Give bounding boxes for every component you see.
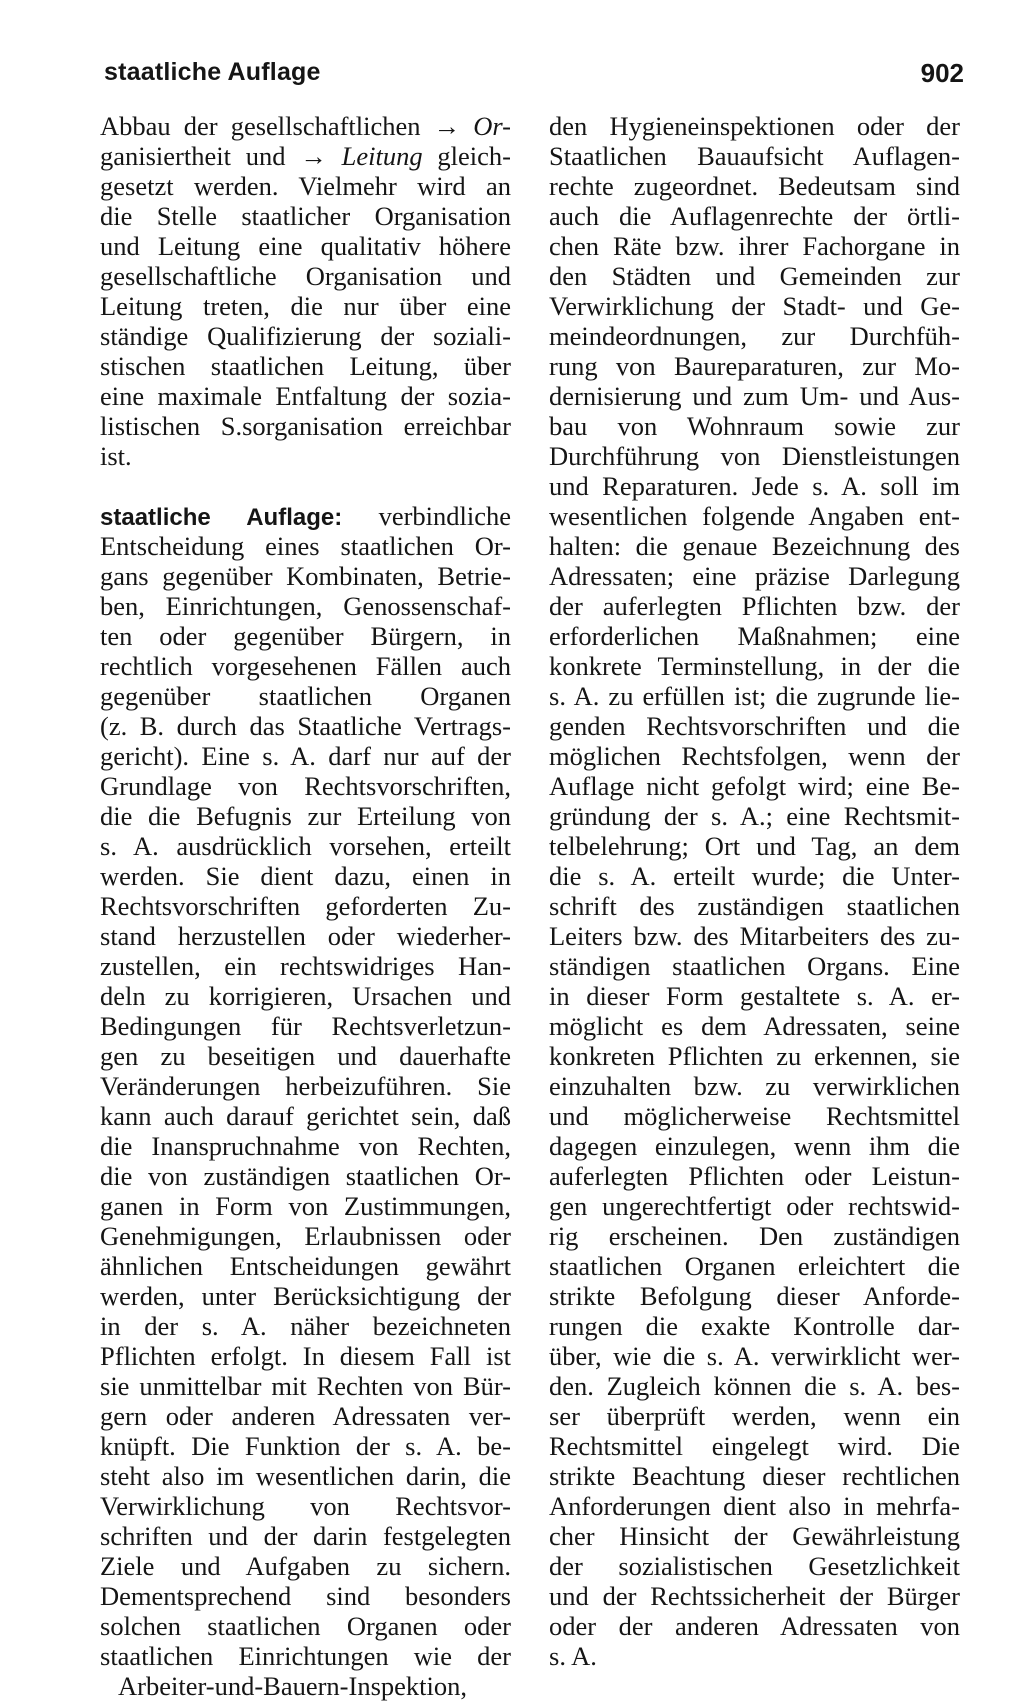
text-line: stand herzustellen oder wiederher-	[100, 921, 511, 951]
text-line: gericht). Eine s. A. darf nur auf der	[100, 741, 511, 771]
text-line: rechte zugeordnet. Bedeutsam sind	[549, 171, 960, 201]
text-line: die Inanspruchnahme von Rechten,	[100, 1131, 511, 1161]
text-line: Staatlichen Bauaufsicht Auflagen-	[549, 141, 960, 171]
text-line: eine maximale Entfaltung der sozia-	[100, 381, 511, 411]
text-line: gegenüber staatlichen Organen	[100, 681, 511, 711]
text-line: möglichen Rechtsfolgen, wenn der	[549, 741, 960, 771]
text-line: Adressaten; eine präzise Darlegung	[549, 561, 960, 591]
text-line: erforderlichen Maßnahmen; eine	[549, 621, 960, 651]
text-line: möglicht es dem Adressaten, seine	[549, 1011, 960, 1041]
text-line: Bedingungen für Rechtsverletzun-	[100, 1011, 511, 1041]
text-line: der auferlegten Pflichten bzw. der	[549, 591, 960, 621]
text-line: rechtlich vorgesehenen Fällen auch	[100, 651, 511, 681]
text-line: auch die Auflagenrechte der örtli-	[549, 201, 960, 231]
text-line: gans gegenüber Kombinaten, Betrie-	[100, 561, 511, 591]
text-line: steht also im wesentlichen darin, die	[100, 1461, 511, 1491]
paragraph-gap	[100, 471, 511, 501]
text-line: ganisiertheit und → Leitung gleich-	[100, 141, 511, 171]
text-line: bau von Wohnraum sowie zur	[549, 411, 960, 441]
text-line: konkreten Pflichten zu erkennen, sie	[549, 1041, 960, 1071]
text-line: gen ungerechtfertigt oder rechtswid-	[549, 1191, 960, 1221]
text-line: auferlegten Pflichten oder Leistun-	[549, 1161, 960, 1191]
text-line: ben, Einrichtungen, Genossenschaf-	[100, 591, 511, 621]
text-line: (z. B. durch das Staatliche Vertrags-	[100, 711, 511, 741]
text-line: Entscheidung eines staatlichen Or-	[100, 531, 511, 561]
text-line: knüpft. Die Funktion der s. A. be-	[100, 1431, 511, 1461]
text-line: Leitung treten, die nur über eine	[100, 291, 511, 321]
text-line: ständigen staatlichen Organs. Eine	[549, 951, 960, 981]
text-line: den. Zugleich können die s. A. bes-	[549, 1371, 960, 1401]
text-line: Auflage nicht gefolgt wird; eine Be-	[549, 771, 960, 801]
text-line: gern oder anderen Adressaten ver-	[100, 1401, 511, 1431]
text-line: rung von Baureparaturen, zur Mo-	[549, 351, 960, 381]
text-line: ähnlichen Entscheidungen gewährt	[100, 1251, 511, 1281]
text-line: rungen die exakte Kontrolle dar-	[549, 1311, 960, 1341]
text-line: cher Hinsicht der Gewährleistung	[549, 1521, 960, 1551]
text-line: s. A. zu erfüllen ist; die zugrunde lie-	[549, 681, 960, 711]
text-line: Pflichten erfolgt. In diesem Fall ist	[100, 1341, 511, 1371]
text-line: ständige Qualifizierung der soziali-	[100, 321, 511, 351]
text-line: wesentlichen folgende Angaben ent-	[549, 501, 960, 531]
text-line: staatlichen Einrichtungen wie der	[100, 1641, 511, 1671]
text-line: Abbau der gesellschaftlichen → Or-	[100, 111, 511, 141]
text-line: werden. Sie dient dazu, einen in	[100, 861, 511, 891]
left-column	[100, 111, 511, 1701]
text-line: Ziele und Aufgaben zu sichern.	[100, 1551, 511, 1581]
text-line: schriften und der darin festgelegten	[100, 1521, 511, 1551]
continued-paragraph	[100, 111, 511, 471]
entry-headword: staatliche Auflage:	[100, 504, 343, 531]
text-line: gesetzt werden. Vielmehr wird an	[100, 171, 511, 201]
text-line: Leiters bzw. des Mitarbeiters des zu-	[549, 921, 960, 951]
text-line: den Städten und Gemeinden zur	[549, 261, 960, 291]
text-line: Verwirklichung von Rechtsvor-	[100, 1491, 511, 1521]
text-line: gesellschaftliche Organisation und	[100, 261, 511, 291]
text-line: strikte Beachtung dieser rechtlichen	[549, 1461, 960, 1491]
text-line: ser überprüft werden, wenn ein	[549, 1401, 960, 1431]
text-line: Rechtsmittel eingelegt wird. Die	[549, 1431, 960, 1461]
text-line: Anforderungen dient also in mehrfa-	[549, 1491, 960, 1521]
text-line: in der s. A. näher bezeichneten	[100, 1311, 511, 1341]
text-line: konkrete Terminstellung, in der die	[549, 651, 960, 681]
text-line: gründung der s. A.; eine Rechtsmit-	[549, 801, 960, 831]
text-line: stischen staatlichen Leitung, über	[100, 351, 511, 381]
text-line: Grundlage von Rechtsvorschriften,	[100, 771, 511, 801]
text-line: Dementsprechend sind besonders	[100, 1581, 511, 1611]
text-line: Arbeiter-und-Bauern-Inspektion,	[118, 1671, 468, 1701]
text-line: Durchführung von Dienstleistungen	[549, 441, 960, 471]
text-line: die Stelle staatlicher Organisation	[100, 201, 511, 231]
text-line: und Leitung eine qualitativ höhere	[100, 231, 511, 261]
text-line: telbelehrung; Ort und Tag, an dem	[549, 831, 960, 861]
text-line: und der Rechtssicherheit der Bürger	[549, 1581, 960, 1611]
text-line: dernisierung und zum Um- und Aus-	[549, 381, 960, 411]
page-number: 902	[920, 58, 964, 88]
text-line: ist.	[100, 441, 132, 471]
text-line: werden, unter Berücksichtigung der	[100, 1281, 511, 1311]
text-line: in dieser Form gestaltete s. A. er-	[549, 981, 960, 1011]
text-line: die die Befugnis zur Erteilung von	[100, 801, 511, 831]
text-line: und möglicherweise Rechtsmittel	[549, 1101, 960, 1131]
text-line: und Reparaturen. Jede s. A. soll im	[549, 471, 960, 501]
text-line: oder der anderen Adressaten von	[549, 1611, 960, 1641]
text-line: halten: die genaue Bezeichnung des	[549, 531, 960, 561]
dictionary-entry	[100, 501, 511, 1701]
text-line: Genehmigungen, Erlaubnissen oder	[100, 1221, 511, 1251]
text-line: rig erscheinen. Den zuständigen	[549, 1221, 960, 1251]
text-line: Verwirklichung der Stadt- und Ge-	[549, 291, 960, 321]
entry-first-line	[100, 501, 511, 531]
text-line: strikte Befolgung dieser Anforde-	[549, 1281, 960, 1311]
text-line: ten oder gegenüber Bürgern, in	[100, 621, 511, 651]
text-line: genden Rechtsvorschriften und die	[549, 711, 960, 741]
text-line: einzuhalten bzw. zu verwirklichen	[549, 1071, 960, 1101]
text-line: dagegen einzulegen, wenn ihm die	[549, 1131, 960, 1161]
text-line: die von zuständigen staatlichen Or-	[100, 1161, 511, 1191]
text-line: chen Räte bzw. ihrer Fachorgane in	[549, 231, 960, 261]
running-head: staatliche Auflage	[104, 58, 321, 86]
text-line: meindeordnungen, zur Durchfüh-	[549, 321, 960, 351]
text-line: schrift des zuständigen staatlichen	[549, 891, 960, 921]
text-line: die s. A. erteilt wurde; die Unter-	[549, 861, 960, 891]
text-line: s. A. ausdrücklich vorsehen, erteilt	[100, 831, 511, 861]
text-line: über, wie die s. A. verwirklicht wer-	[549, 1341, 960, 1371]
entry-first-line-text: verbindliche	[378, 501, 512, 531]
text-line: deln zu korrigieren, Ursachen und	[100, 981, 511, 1011]
text-line: ganen in Form von Zustimmungen,	[100, 1191, 511, 1221]
text-line: staatlichen Organen erleichtert die	[549, 1251, 960, 1281]
text-line: der sozialistischen Gesetzlichkeit	[549, 1551, 960, 1581]
text-line: zustellen, ein rechtswidriges Han-	[100, 951, 511, 981]
text-line: solchen staatlichen Organen oder	[100, 1611, 511, 1641]
text-line: Veränderungen herbeizuführen. Sie	[100, 1071, 511, 1101]
text-line: gen zu beseitigen und dauerhafte	[100, 1041, 511, 1071]
text-line: Rechtsvorschriften geforderten Zu-	[100, 891, 511, 921]
text-line: listischen S.sorganisation erreichbar	[100, 411, 511, 441]
text-line: kann auch darauf gerichtet sein, daß	[100, 1101, 511, 1131]
text-line: den Hygieneinspektionen oder der	[549, 111, 960, 141]
text-line: s. A.	[549, 1641, 597, 1671]
right-column	[549, 111, 960, 1671]
text-line: sie unmittelbar mit Rechten von Bür-	[100, 1371, 511, 1401]
